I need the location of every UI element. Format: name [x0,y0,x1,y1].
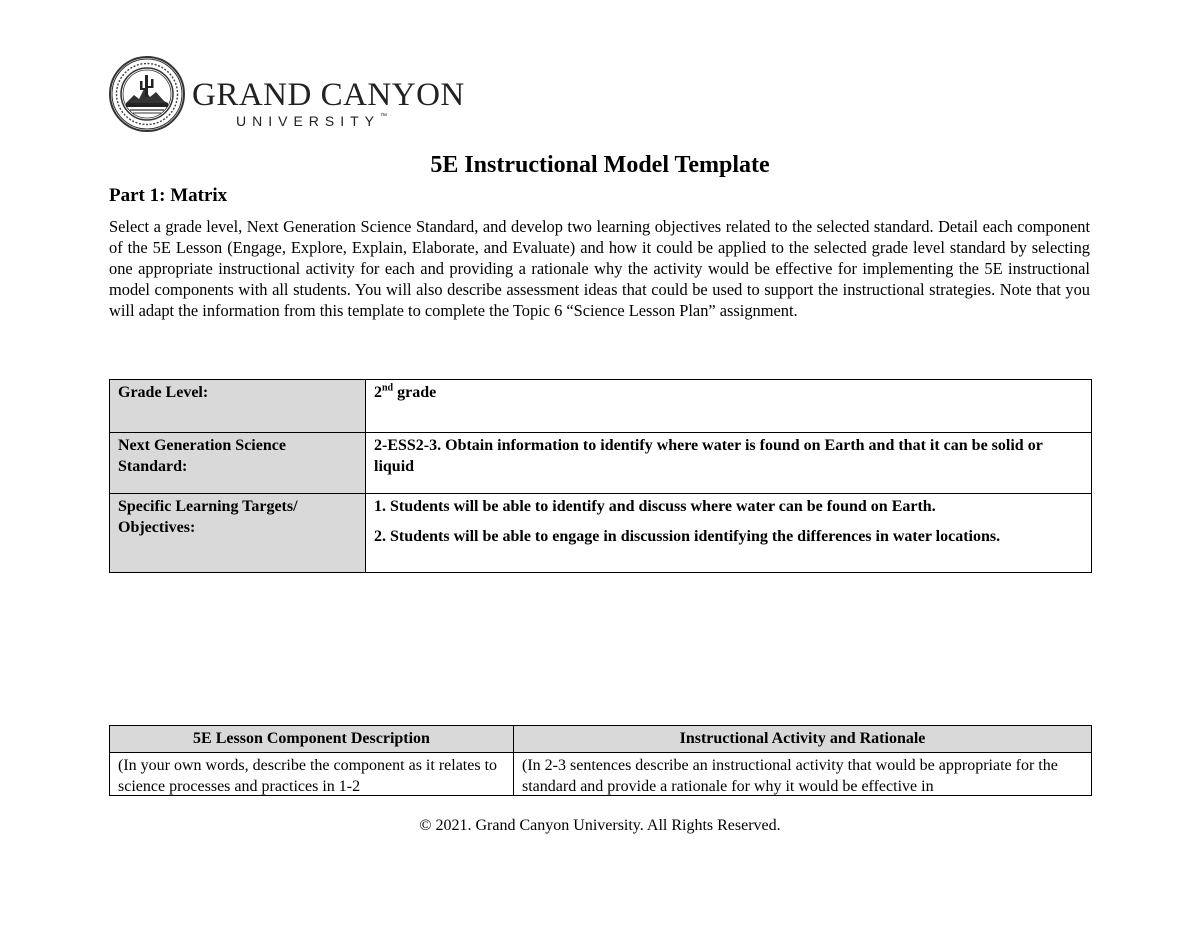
grade-word: grade [393,384,437,401]
objectives-value [366,494,1092,573]
objective-item: 1. Students will be able to identify and discuss where water can be found on Earth. [374,498,936,515]
grade-number: 2 [374,384,382,401]
table-row [110,433,1092,494]
grade-level-value [366,380,1092,433]
activity-rationale-cell [514,753,1092,796]
table-row [110,753,1092,796]
part-heading: Part 1: Matrix [109,185,228,206]
logo-subwordmark [236,113,387,129]
component-description-cell [110,753,514,796]
table-row [110,380,1092,433]
column-header-description: 5E Lesson Component Description [110,726,514,753]
logo-wordmark: GRAND CANYON [192,77,465,113]
activity-rationale-text: (In 2-3 sentences describe an instructional activity that would be appropriate for the standard and provide a rationale for why it would be effective in [522,757,1058,795]
standard-label: Next Generation Science Standard: [110,433,366,494]
component-description-text: (In your own words, describe the component as it relates to science processes and practices in 1-2 [118,757,498,795]
trademark-symbol: ™ [380,113,388,120]
university-logo [108,55,468,135]
objective-item: 2. Students will be able to engage in discussion identifying the differences in water locations. [374,528,1001,545]
grade-ordinal-suffix: nd [382,382,394,394]
standard-value: 2-ESS2-3. Obtain information to identify where water is found on Earth and that it can be solid or liquid [366,433,1092,494]
grade-level-label: Grade Level: [110,380,366,433]
logo-subname: UNIVERSITY [236,113,381,129]
page-title: 5E Instructional Model Template [430,152,770,178]
objectives-label: Specific Learning Targets/ Objectives: [110,494,366,573]
university-seal-icon [108,55,186,133]
copyright-footer: © 2021. Grand Canyon University. All Rights Reserved. [419,817,781,834]
table-header-row [110,726,1092,753]
intro-paragraph: Select a grade level, Next Generation Science Standard, and develop two learning objectives related to the selected standard. Detail each component of the 5E Lesson (Engage, Explore, Explain, Elaborate, and Evaluate) and how it could be applied to the selected grade level standard by selecting one appropriate instructional activity for each and providing a rationale why the activity would be effective for implementing the 5E instructional model components with all students. You will also describe assessment ideas that could be used to support the instructional strategies. Note that you will adapt the information from this template to complete the Topic 6 “Science Lesson Plan” assignment. [109,217,1090,320]
table-row [110,494,1092,573]
component-table [109,725,1092,796]
column-header-activity: Instructional Activity and Rationale [514,726,1092,753]
matrix-table [109,379,1092,573]
